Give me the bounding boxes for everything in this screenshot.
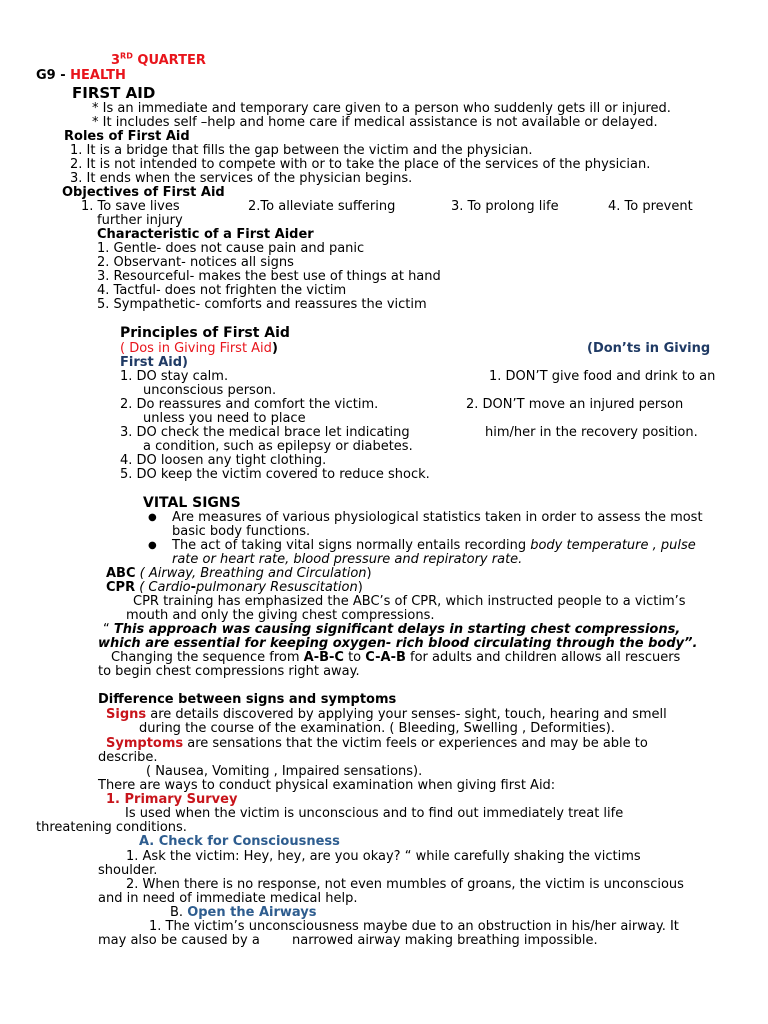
open-airways-heading: B. Open the Airways	[170, 905, 317, 920]
subject-heading: G9 - HEALTH	[36, 68, 126, 83]
characteristic-item: 4. Tactful- does not frighten the victim	[97, 283, 347, 298]
objective-item: 3. To prolong life	[451, 199, 559, 214]
cpr-description: CPR training has emphasized the ABC’s of CPR, which instructed people to a victim’s	[133, 594, 686, 609]
objective-item: 2.To alleviate suffering	[248, 199, 396, 214]
bullet-icon: ●	[148, 540, 157, 551]
examination-ways: There are ways to conduct physical examination when giving first Aid:	[98, 778, 556, 793]
definition-line: * It includes self –help and home care if medical assistance is not available or delayed.	[92, 115, 658, 130]
quote-line: which are essential for keeping oxygen- rich blood circulating through the body”.	[98, 636, 698, 651]
objectives-heading: Objectives of First Aid	[62, 185, 225, 200]
vital-signs-bullet-continuation: rate or heart rate, blood pressure and repiratory rate.	[172, 552, 523, 567]
sequence-change: Changing the sequence from A-B-C to C-A-B for adults and children allows all rescuers	[111, 650, 681, 665]
page-title: FIRST AID	[72, 84, 156, 102]
bullet-icon: ●	[148, 512, 157, 523]
donts-item: 1. DON’T give food and drink to an	[489, 369, 716, 384]
airway-step-continuation: may also be caused by a	[98, 933, 260, 948]
dos-item: 4. DO loosen any tight clothing.	[120, 453, 327, 468]
roles-item: 3. It ends when the services of the physician begins.	[70, 171, 413, 186]
principles-heading: Principles of First Aid	[120, 325, 290, 341]
quarter-heading: 3RD QUARTER	[111, 51, 206, 68]
roles-item: 2. It is not intended to compete with or to take the place of the services of the physician.	[70, 157, 651, 172]
symptoms-definition-continuation: describe.	[98, 750, 158, 765]
dos-item-continuation: unless you need to place	[143, 411, 306, 426]
vital-signs-bullet-continuation: basic body functions.	[172, 524, 311, 539]
airway-step: 1. The victim’s unconsciousness maybe due to an obstruction in his/her airway. It	[149, 919, 679, 934]
characteristics-heading: Characteristic of a First Aider	[97, 227, 314, 242]
dos-heading: ( Dos in Giving First Aid)	[120, 341, 278, 356]
cpr-definition: CPR ( Cardio-pulmonary Resuscitation)	[106, 580, 363, 595]
airway-step-continuation: narrowed airway making breathing impossible.	[292, 933, 598, 948]
roles-heading: Roles of First Aid	[64, 129, 190, 144]
characteristic-item: 2. Observant- notices all signs	[97, 255, 294, 270]
dos-item: 2. Do reassures and comfort the victim.	[120, 397, 379, 412]
primary-survey-description-continuation: threatening conditions.	[36, 820, 187, 835]
dos-item: 1. DO stay calm.	[120, 369, 229, 384]
quote-line: “ This approach was causing significant delays in starting chest compressions,	[103, 622, 681, 637]
objective-item: 1. To save lives	[81, 199, 180, 214]
objective-continuation: further injury	[97, 213, 183, 228]
primary-survey-heading: 1. Primary Survey	[106, 792, 238, 807]
vital-signs-bullet: Are measures of various physiological statistics taken in order to assess the most	[172, 510, 703, 525]
definition-line: * Is an immediate and temporary care given to a person who suddenly gets ill or injured.	[92, 101, 671, 116]
roles-item: 1. It is a bridge that fills the gap between the victim and the physician.	[70, 143, 533, 158]
dos-item-continuation: a condition, such as epilepsy or diabetes.	[143, 439, 413, 454]
signs-definition-continuation: during the course of the examination. ( Bleeding, Swelling , Deformities).	[139, 721, 615, 736]
signs-symptoms-heading: Difference between signs and symptoms	[98, 692, 397, 707]
primary-survey-description: Is used when the victim is unconscious and to find out immediately treat life	[125, 806, 624, 821]
vital-signs-heading: VITAL SIGNS	[143, 495, 241, 511]
donts-item-continuation: him/her in the recovery position.	[485, 425, 698, 440]
consciousness-step-continuation: shoulder.	[98, 863, 158, 878]
cpr-description-continuation: mouth and only the giving chest compressions.	[126, 608, 435, 623]
donts-item: 2. DON’T move an injured person	[466, 397, 684, 412]
symptoms-definition: Symptoms are sensations that the victim feels or experiences and may be able to	[106, 736, 648, 751]
consciousness-step: 1. Ask the victim: Hey, hey, are you okay? “ while carefully shaking the victims	[126, 849, 641, 864]
sequence-change-continuation: to begin chest compressions right away.	[98, 664, 360, 679]
characteristic-item: 3. Resourceful- makes the best use of things at hand	[97, 269, 441, 284]
symptoms-examples: ( Nausea, Vomiting , Impaired sensations).	[146, 764, 423, 779]
abc-definition: ABC ( Airway, Breathing and Circulation)	[106, 566, 372, 581]
consciousness-step: 2. When there is no response, not even mumbles of groans, the victim is unconscious	[126, 877, 684, 892]
dos-item: 5. DO keep the victim covered to reduce shock.	[120, 467, 430, 482]
characteristic-item: 5. Sympathetic- comforts and reassures the victim	[97, 297, 427, 312]
donts-heading-continuation: First Aid)	[120, 355, 188, 370]
check-consciousness-heading: A. Check for Consciousness	[139, 834, 340, 849]
vital-signs-bullet: The act of taking vital signs normally entails recording body temperature , pulse	[172, 538, 696, 553]
signs-definition: Signs are details discovered by applying your senses- sight, touch, hearing and smell	[106, 707, 667, 722]
characteristic-item: 1. Gentle- does not cause pain and panic	[97, 241, 365, 256]
donts-heading: (Don’ts in Giving	[587, 341, 711, 356]
dos-item: 3. DO check the medical brace let indicating	[120, 425, 410, 440]
objective-item: 4. To prevent	[608, 199, 693, 214]
consciousness-step-continuation: and in need of immediate medical help.	[98, 891, 358, 906]
dos-item-continuation: unconscious person.	[143, 383, 277, 398]
